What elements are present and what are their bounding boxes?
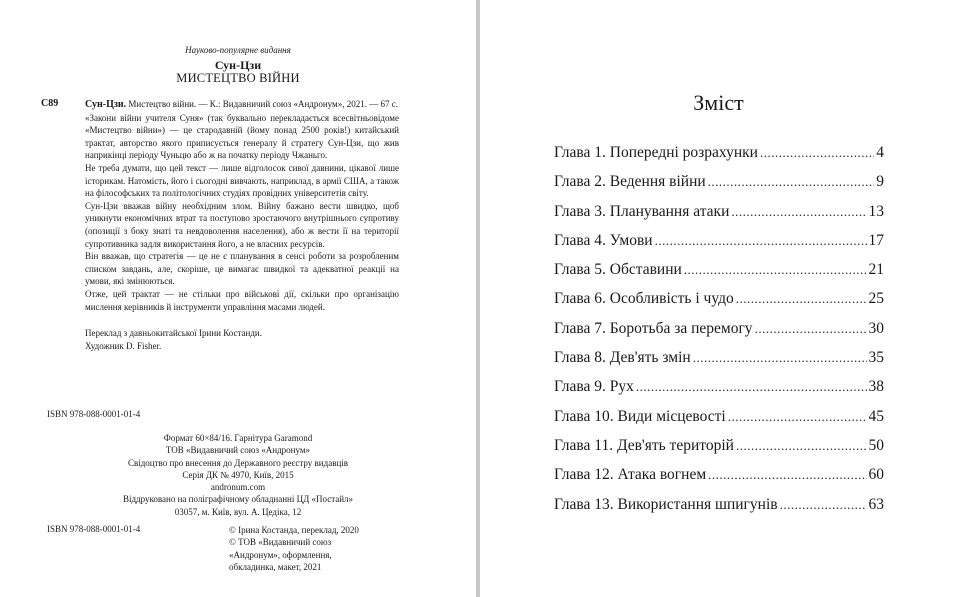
toc-leader-dots [708,466,866,484]
toc-entry-page: 60 [868,466,884,484]
toc-entry-label: Глава 6. Особливість і чудо [554,290,734,308]
toc-entry-label: Глава 5. Обставини [554,261,682,279]
toc-entry-page: 50 [868,436,884,454]
toc-entry-page: 21 [868,261,884,279]
copyright-line: © Ірина Костанда, переклад, 2020 [229,525,359,535]
bibliographic-author: Сун-Цзи. [85,99,127,110]
toc-entry-label: Глава 7. Боротьба за перемогу [554,319,753,337]
toc-entry[interactable] [554,290,884,319]
annotation-block [85,98,399,352]
imprint-block [0,432,476,518]
toc-entry-page: 9 [876,173,884,191]
toc-leader-dots [736,437,867,455]
toc-entry[interactable] [554,437,884,466]
toc-leader-dots [736,290,867,308]
toc-leader-dots [755,320,867,338]
toc-entry-page: 13 [868,202,884,220]
toc-entry-page: 30 [868,319,884,337]
toc-entry[interactable] [554,349,884,378]
toc-entry-label: Глава 3. Планування атаки [554,202,730,220]
toc-leader-dots [684,261,867,279]
annotation-paragraph: Сун-Цзи вважав війну необхідним злом. Війну бажано вести швидко, щоб уникнути економічних втрат та поступово зростаючого внутрішнього супротиву (опозиції з боку знаті та невдоволення населення), або ж вести її на території супротивника задля використання його, а не власних ресурсів. [85,200,399,249]
author-name: Сун-Цзи [214,58,262,72]
toc-entry[interactable] [554,261,884,290]
toc-entry[interactable] [554,173,884,202]
toc-entry-page: 63 [868,495,884,513]
imprint-line: 03057, м. Київ, вул. А. Цедіка, 12 [174,506,302,517]
toc-entry-label: Глава 8. Дев'ять змін [554,349,691,367]
annotation-paragraph: Отже, цей трактат — не стільки про військові дії, скільки про організацію мислення керівників й інструменти управління масами людей. [85,288,399,312]
annotation-paragraph: Не треба думати, що цей текст — лише відголосок сивої давнини, цікавої лише історикам. Натомість, його і сьогодні вивчають, наприклад, в армії США, а також на філософських та політологічних студіях провідних університетів світу. [85,162,399,199]
illustrator-credit: Художник D. Fisher. [85,340,162,351]
book-title: МИСТЕЦТВО ВІЙНИ [176,71,300,85]
toc-title: Зміст [693,90,744,115]
imprint-line: Формат 60×84/16. Гарнітура Garamond [163,433,313,443]
left-page-imprint [0,0,476,597]
toc-entry[interactable] [554,496,884,525]
toc-entry[interactable] [554,466,884,495]
translation-credit: Переклад з давньокитайської Ірини Костанди. [85,328,263,339]
toc-entry-page: 38 [868,378,884,396]
toc-entry-page: 4 [876,144,884,161]
toc-entry[interactable] [554,378,884,407]
toc-entry-label: Глава 10. Види місцевості [554,407,726,425]
table-of-contents [554,144,884,525]
toc-leader-dots [731,203,866,221]
isbn-top: ISBN 978-088-0001-01-4 [47,409,141,419]
annotation-paragraph: «Закони війни учителя Суня» (так буквально перекладається всесвітньовідоме «Мистецтво війни») — це стародавній (йому понад 2500 років!) китайський трактат, авторство якого приписується генералу й стратегу Сун-Цзи, що жив наприкінці періоду Чуньцю або ж на початку періоду Чжаньго. [85,112,399,161]
toc-leader-dots [708,173,875,191]
toc-entry-label: Глава 9. Рух [554,378,634,396]
right-page-contents [480,0,957,597]
toc-entry-label: Глава 4. Умови [554,231,653,249]
toc-entry-page: 45 [868,407,884,425]
imprint-line: Віддруковано на поліграфічному обладнанні ЦД «Постайл» [122,494,354,505]
toc-leader-dots [760,144,874,162]
toc-entry-label: Глава 13. Використання шпигунів [554,495,778,513]
imprint-line: Серія ДК № 4970, Київ, 2015 [182,469,294,480]
imprint-line: Свідоцтво про внесення до Державного реєстру видавців [127,457,349,468]
imprint-line: ТОВ «Видавничий союз «Андронум» [165,445,311,456]
toc-entry-page: 17 [868,231,884,249]
toc-entry-label: Глава 1. Попередні розрахунки [554,144,758,161]
bibliographic-entry [85,98,399,112]
toc-entry[interactable] [554,320,884,349]
bibliographic-details: Мистецтво війни. — К.: Видавничий союз «Андронум», 2021. — 67 с. [126,99,398,109]
toc-leader-dots [693,349,867,367]
toc-leader-dots [655,232,867,250]
catalog-code: С89 [41,98,59,109]
toc-leader-dots [636,378,867,396]
toc-entry-label: Глава 2. Ведення війни [554,173,706,191]
toc-entry[interactable] [554,232,884,261]
genre-label: Науково-популярне видання [185,45,291,55]
toc-leader-dots [780,496,867,514]
toc-entry[interactable] [554,144,884,173]
annotation-paragraph: Він вважав, що стратегія — це не є планування в сенсі роботи за розробленим списком завдань, але, скоріше, це вимагає швидкої та адекватної реакції на умови, які змінюються. [85,251,399,287]
imprint-line: andronum.com [210,482,266,493]
toc-entry-label: Глава 11. Дев'ять територій [554,436,734,454]
copyright-block [229,524,379,573]
toc-entry-page: 25 [868,290,884,308]
toc-leader-dots [728,408,867,426]
toc-entry-label: Глава 12. Атака вогнем [554,466,707,484]
toc-entry-page: 35 [868,349,884,367]
isbn-bottom: ISBN 978-088-0001-01-4 [47,524,141,534]
toc-entry[interactable] [554,203,884,232]
toc-entry[interactable] [554,408,884,437]
copyright-line: © ТОВ «Видавничий союз «Андронум», оформлення, обкладинка, макет, 2021 [229,537,332,572]
